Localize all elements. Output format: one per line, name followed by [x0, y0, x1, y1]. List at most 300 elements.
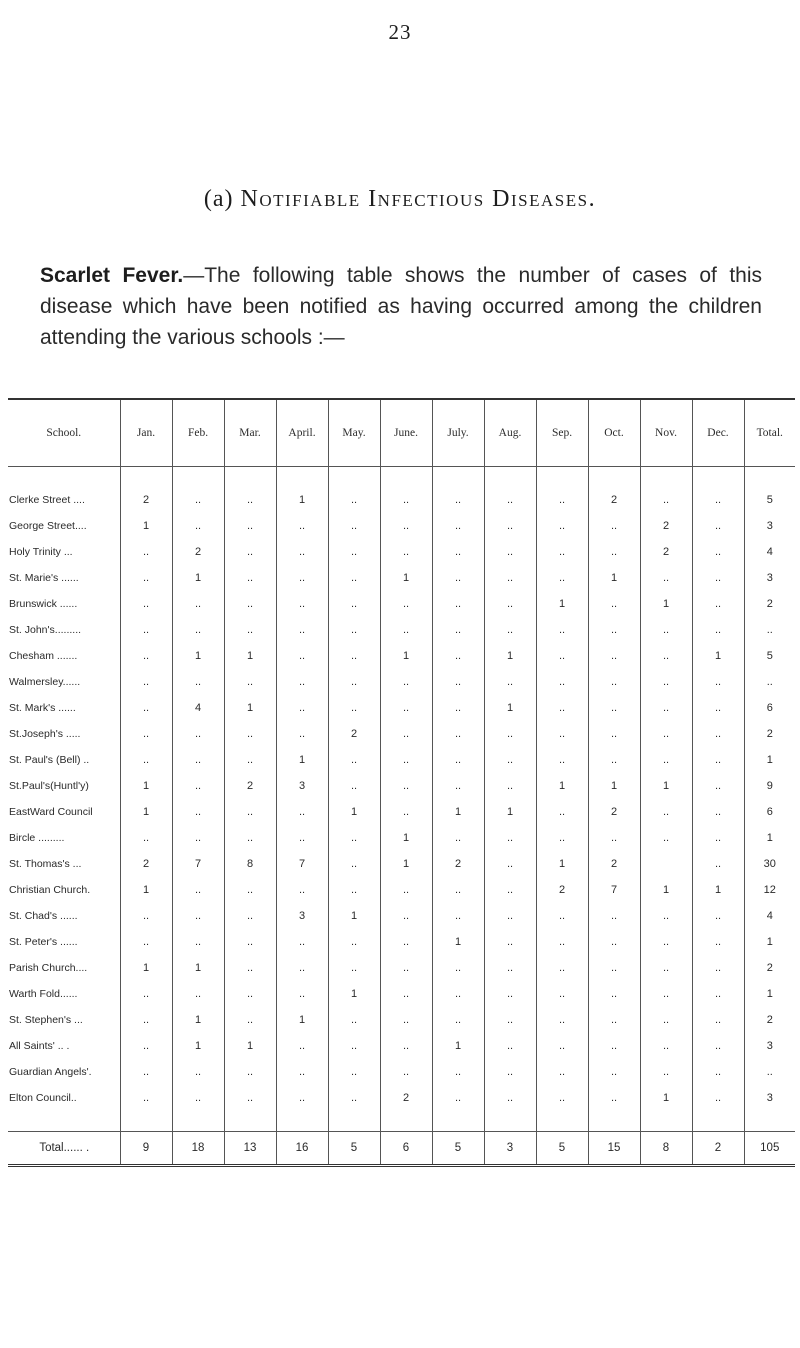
table-row [8, 825, 795, 851]
month-count-cell: .. [484, 903, 536, 929]
month-count-cell: .. [692, 851, 744, 877]
month-count-cell: .. [328, 773, 380, 799]
spacer-cell [640, 1111, 692, 1132]
row-total-cell: 105 [744, 1132, 795, 1166]
month-count-cell: .. [328, 695, 380, 721]
month-count-cell: .. [380, 695, 432, 721]
scarlet-fever-table [8, 398, 795, 1167]
month-count-cell: .. [484, 773, 536, 799]
month-count-cell: 1 [172, 955, 224, 981]
spacer-cell [692, 467, 744, 488]
month-count-cell: .. [432, 981, 484, 1007]
month-count-cell: 1 [380, 851, 432, 877]
month-count-cell: 2 [588, 851, 640, 877]
school-name-cell: Parish Church.... [8, 955, 120, 981]
row-total-cell: 1 [766, 754, 773, 766]
month-count-cell: .. [120, 1085, 172, 1111]
month-count-cell: .. [380, 877, 432, 903]
month-count-cell: .. [692, 747, 744, 773]
month-count-cell: .. [588, 617, 640, 643]
month-count-cell: .. [484, 825, 536, 851]
month-count-cell: 1 [120, 955, 172, 981]
row-total-cell: .. [766, 676, 773, 688]
month-count-cell: .. [536, 721, 588, 747]
school-name-cell: Elton Council.. [8, 1085, 120, 1111]
month-count-cell: 1 [692, 877, 744, 903]
table-row [8, 539, 795, 565]
column-header: May. [328, 399, 380, 467]
spacer-cell [432, 1111, 484, 1132]
month-count-cell: .. [692, 591, 744, 617]
row-total-cell: 5 [766, 650, 773, 662]
month-count-cell: .. [172, 513, 224, 539]
month-count-cell: .. [484, 1033, 536, 1059]
month-count-cell: .. [224, 539, 276, 565]
spacer-cell [536, 1111, 588, 1132]
intro-lead: Scarlet Fever. [40, 264, 184, 287]
month-count-cell: .. [224, 669, 276, 695]
month-count-cell: .. [536, 695, 588, 721]
month-count-cell: .. [276, 981, 328, 1007]
month-count-cell: .. [328, 1033, 380, 1059]
month-count-cell: 18 [172, 1132, 224, 1166]
table-row [8, 1059, 795, 1085]
month-count-cell: .. [588, 669, 640, 695]
month-count-cell: 1 [640, 1085, 692, 1111]
school-name-cell: All Saints' .. . [8, 1033, 120, 1059]
month-count-cell: .. [276, 825, 328, 851]
month-count-cell: .. [276, 721, 328, 747]
month-count-cell: .. [536, 513, 588, 539]
school-name-cell: EastWard Council [8, 799, 120, 825]
month-count-cell: .. [692, 1033, 744, 1059]
month-count-cell: .. [588, 1033, 640, 1059]
month-count-cell: .. [588, 1059, 640, 1085]
month-count-cell: .. [120, 903, 172, 929]
month-count-cell: .. [536, 1007, 588, 1033]
month-count-cell: .. [276, 695, 328, 721]
month-count-cell: .. [588, 903, 640, 929]
month-count-cell: .. [120, 565, 172, 591]
month-count-cell: .. [276, 877, 328, 903]
month-count-cell: 1 [692, 643, 744, 669]
month-count-cell: .. [692, 721, 744, 747]
month-count-cell: .. [432, 695, 484, 721]
month-count-cell: 1 [120, 877, 172, 903]
month-count-cell: .. [328, 591, 380, 617]
spacer-cell [120, 467, 172, 488]
month-count-cell: 1 [276, 747, 328, 773]
school-name-cell: Warth Fold...... [8, 981, 120, 1007]
month-count-cell: 1 [640, 877, 692, 903]
month-count-cell: .. [224, 981, 276, 1007]
month-count-cell: .. [380, 669, 432, 695]
month-count-cell: 1 [120, 513, 172, 539]
month-count-cell: .. [588, 1085, 640, 1111]
table-row [8, 981, 795, 1007]
month-count-cell: .. [536, 1085, 588, 1111]
school-name-cell: St. Peter's ...... [8, 929, 120, 955]
school-name-cell: St. Thomas's ... [8, 851, 120, 877]
month-count-cell: .. [484, 877, 536, 903]
scarlet-fever-table-container [8, 398, 795, 1167]
month-count-cell: .. [484, 617, 536, 643]
month-count-cell: .. [536, 747, 588, 773]
spacer-cell [692, 1111, 744, 1132]
month-count-cell: 1 [484, 695, 536, 721]
month-count-cell: 1 [328, 903, 380, 929]
month-count-cell: .. [224, 721, 276, 747]
school-name-cell: George Street.... [8, 513, 120, 539]
month-count-cell: .. [120, 669, 172, 695]
month-count-cell: 2 [640, 539, 692, 565]
month-count-cell: .. [432, 513, 484, 539]
month-count-cell: .. [640, 643, 692, 669]
month-count-cell: 3 [484, 1132, 536, 1166]
month-count-cell: .. [380, 1059, 432, 1085]
month-count-cell: .. [484, 721, 536, 747]
month-count-cell: 2 [432, 851, 484, 877]
month-count-cell: .. [588, 747, 640, 773]
school-name-cell: Christian Church. [8, 877, 120, 903]
month-count-cell: .. [328, 955, 380, 981]
spacer-cell [172, 467, 224, 488]
month-count-cell: .. [588, 513, 640, 539]
spacer-cell [8, 467, 120, 488]
month-count-cell: 2 [120, 487, 172, 513]
month-count-cell: 7 [276, 851, 328, 877]
month-count-cell: 2 [640, 513, 692, 539]
month-count-cell: .. [640, 955, 692, 981]
month-count-cell: .. [432, 773, 484, 799]
month-count-cell: 3 [276, 903, 328, 929]
spacer-cell [328, 467, 380, 488]
month-count-cell: .. [432, 591, 484, 617]
row-total-cell: 4 [766, 546, 773, 558]
month-count-cell: .. [588, 955, 640, 981]
month-count-cell: 2 [328, 721, 380, 747]
month-count-cell: .. [224, 799, 276, 825]
month-count-cell: .. [640, 747, 692, 773]
month-count-cell: .. [692, 539, 744, 565]
month-count-cell: .. [640, 487, 692, 513]
month-count-cell: .. [276, 955, 328, 981]
month-count-cell [640, 851, 692, 877]
row-total-cell: 1 [766, 988, 773, 1000]
month-count-cell: .. [432, 825, 484, 851]
month-count-cell: 6 [380, 1132, 432, 1166]
month-count-cell: .. [484, 1059, 536, 1085]
table-row [8, 773, 795, 799]
month-count-cell: .. [276, 1059, 328, 1085]
month-count-cell: .. [276, 929, 328, 955]
month-count-cell: .. [172, 877, 224, 903]
month-count-cell: .. [120, 617, 172, 643]
school-name-cell: St. Mark's ...... [8, 695, 120, 721]
month-count-cell: 7 [588, 877, 640, 903]
spacer-cell [744, 1111, 795, 1132]
month-count-cell: .. [692, 695, 744, 721]
month-count-cell: .. [172, 981, 224, 1007]
month-count-cell: .. [640, 565, 692, 591]
row-total-cell: 12 [763, 884, 776, 896]
month-count-cell: .. [640, 929, 692, 955]
section-heading [0, 186, 800, 213]
month-count-cell: .. [120, 1059, 172, 1085]
month-count-cell: .. [172, 903, 224, 929]
column-header-school: School. [8, 399, 120, 467]
month-count-cell: .. [328, 929, 380, 955]
table-row [8, 929, 795, 955]
month-count-cell: .. [692, 981, 744, 1007]
school-name-cell: Chesham ....... [8, 643, 120, 669]
month-count-cell: 2 [692, 1132, 744, 1166]
month-count-cell: .. [536, 487, 588, 513]
month-count-cell: .. [692, 825, 744, 851]
row-total-cell: 30 [763, 858, 776, 870]
month-count-cell: .. [432, 539, 484, 565]
table-spacer-row [8, 1111, 795, 1132]
column-header: July. [432, 399, 484, 467]
month-count-cell: .. [120, 539, 172, 565]
month-count-cell: .. [380, 955, 432, 981]
month-count-cell: .. [536, 981, 588, 1007]
month-count-cell: .. [120, 1033, 172, 1059]
table-row [8, 487, 795, 513]
month-count-cell: .. [172, 1085, 224, 1111]
month-count-cell: .. [432, 643, 484, 669]
month-count-cell: .. [484, 669, 536, 695]
month-count-cell: .. [432, 487, 484, 513]
month-count-cell: .. [692, 1059, 744, 1085]
month-count-cell: .. [224, 487, 276, 513]
month-count-cell: .. [224, 955, 276, 981]
column-header: Total. [744, 399, 795, 467]
month-count-cell: 2 [536, 877, 588, 903]
row-total-cell: 3 [766, 1092, 773, 1104]
month-count-cell: .. [172, 487, 224, 513]
table-row [8, 1007, 795, 1033]
month-count-cell: .. [276, 591, 328, 617]
month-count-cell: 1 [380, 825, 432, 851]
month-count-cell: .. [432, 955, 484, 981]
month-count-cell: .. [484, 539, 536, 565]
month-count-cell: 3 [276, 773, 328, 799]
month-count-cell: 1 [276, 487, 328, 513]
month-count-cell: .. [380, 747, 432, 773]
month-count-cell: 1 [640, 591, 692, 617]
month-count-cell: .. [380, 981, 432, 1007]
month-count-cell: .. [172, 773, 224, 799]
spacer-cell [276, 467, 328, 488]
table-row [8, 955, 795, 981]
month-count-cell: .. [380, 513, 432, 539]
month-count-cell: 1 [588, 565, 640, 591]
month-count-cell: 1 [588, 773, 640, 799]
month-count-cell: .. [640, 617, 692, 643]
month-count-cell: .. [120, 981, 172, 1007]
spacer-cell [172, 1111, 224, 1132]
month-count-cell: 1 [172, 1007, 224, 1033]
month-count-cell: .. [172, 825, 224, 851]
table-row [8, 877, 795, 903]
month-count-cell: .. [224, 1059, 276, 1085]
month-count-cell: 1 [328, 981, 380, 1007]
month-count-cell: .. [328, 513, 380, 539]
month-count-cell: .. [536, 565, 588, 591]
month-count-cell: .. [380, 929, 432, 955]
school-name-cell: St. Stephen's ... [8, 1007, 120, 1033]
month-count-cell: .. [484, 929, 536, 955]
month-count-cell: 5 [536, 1132, 588, 1166]
month-count-cell: .. [224, 929, 276, 955]
table-row [8, 565, 795, 591]
table-row [8, 617, 795, 643]
table-row [8, 643, 795, 669]
month-count-cell: 5 [328, 1132, 380, 1166]
column-header: Aug. [484, 399, 536, 467]
row-total-cell: 6 [766, 806, 773, 818]
month-count-cell: 1 [276, 1007, 328, 1033]
school-name-cell: St. Paul's (Bell) .. [8, 747, 120, 773]
spacer-cell [588, 1111, 640, 1132]
month-count-cell: .. [692, 513, 744, 539]
month-count-cell: 9 [120, 1132, 172, 1166]
month-count-cell: .. [536, 617, 588, 643]
month-count-cell: .. [692, 617, 744, 643]
school-name-cell: Walmersley...... [8, 669, 120, 695]
column-header: Feb. [172, 399, 224, 467]
month-count-cell: .. [640, 799, 692, 825]
month-count-cell: .. [172, 591, 224, 617]
spacer-cell [744, 467, 795, 488]
month-count-cell: .. [536, 903, 588, 929]
month-count-cell: .. [692, 1085, 744, 1111]
school-name-cell: St.Paul's(Huntl'y) [8, 773, 120, 799]
month-count-cell: .. [120, 747, 172, 773]
month-count-cell: .. [172, 1059, 224, 1085]
month-count-cell: .. [328, 565, 380, 591]
school-name-cell: St. John's......... [8, 617, 120, 643]
month-count-cell: .. [224, 565, 276, 591]
month-count-cell: .. [692, 773, 744, 799]
month-count-cell: .. [224, 877, 276, 903]
column-header: Sep. [536, 399, 588, 467]
month-count-cell: .. [484, 1007, 536, 1033]
month-count-cell: .. [328, 1085, 380, 1111]
month-count-cell: 15 [588, 1132, 640, 1166]
month-count-cell: .. [432, 1059, 484, 1085]
month-count-cell: .. [224, 903, 276, 929]
month-count-cell: 8 [640, 1132, 692, 1166]
row-total-cell: 3 [766, 572, 773, 584]
month-count-cell: .. [380, 1007, 432, 1033]
month-count-cell: .. [432, 877, 484, 903]
month-count-cell: .. [484, 487, 536, 513]
month-count-cell: .. [224, 747, 276, 773]
month-count-cell: .. [276, 1033, 328, 1059]
spacer-cell [224, 1111, 276, 1132]
spacer-cell [224, 467, 276, 488]
month-count-cell: 1 [172, 643, 224, 669]
month-count-cell: .. [432, 903, 484, 929]
table-header-row [8, 399, 795, 467]
spacer-cell [328, 1111, 380, 1132]
month-count-cell: 2 [380, 1085, 432, 1111]
month-count-cell: .. [328, 539, 380, 565]
month-count-cell: .. [640, 903, 692, 929]
school-name-cell: St.Joseph's ..... [8, 721, 120, 747]
column-header: Mar. [224, 399, 276, 467]
month-count-cell: .. [432, 617, 484, 643]
month-count-cell: .. [328, 1059, 380, 1085]
month-count-cell: .. [120, 721, 172, 747]
month-count-cell: .. [328, 643, 380, 669]
spacer-cell [484, 467, 536, 488]
month-count-cell: .. [276, 643, 328, 669]
month-count-cell: .. [276, 617, 328, 643]
month-count-cell: .. [120, 591, 172, 617]
month-count-cell: .. [588, 695, 640, 721]
column-header: Dec. [692, 399, 744, 467]
month-count-cell: .. [120, 695, 172, 721]
month-count-cell: 5 [432, 1132, 484, 1166]
spacer-cell [536, 467, 588, 488]
month-count-cell: .. [120, 825, 172, 851]
month-count-cell: .. [484, 851, 536, 877]
month-count-cell: .. [224, 513, 276, 539]
month-count-cell: .. [276, 565, 328, 591]
table-row [8, 799, 795, 825]
month-count-cell: .. [692, 799, 744, 825]
table-body [8, 467, 795, 1166]
intro-text: —The following table shows the number of cases of this disease which have been notified as having occurred among the children attending the various schools :— [40, 264, 763, 349]
row-total-cell: 2 [766, 1014, 773, 1026]
spacer-cell [8, 1111, 120, 1132]
spacer-cell [380, 1111, 432, 1132]
month-count-cell: 4 [172, 695, 224, 721]
month-count-cell: .. [172, 721, 224, 747]
month-count-cell: .. [536, 1033, 588, 1059]
month-count-cell: .. [640, 825, 692, 851]
spacer-cell [432, 467, 484, 488]
month-count-cell: .. [588, 539, 640, 565]
table-row [8, 695, 795, 721]
month-count-cell: .. [328, 617, 380, 643]
month-count-cell: 1 [172, 565, 224, 591]
page-number: 23 [388, 20, 412, 44]
month-count-cell: .. [536, 669, 588, 695]
month-count-cell: .. [120, 643, 172, 669]
school-name-cell: Bircle ......... [8, 825, 120, 851]
month-count-cell: .. [692, 565, 744, 591]
month-count-cell: 1 [120, 799, 172, 825]
month-count-cell: 2 [588, 799, 640, 825]
month-count-cell: .. [484, 513, 536, 539]
month-count-cell: .. [692, 487, 744, 513]
month-count-cell: .. [172, 617, 224, 643]
month-count-cell: .. [276, 1085, 328, 1111]
month-count-cell: 1 [120, 773, 172, 799]
month-count-cell: 1 [432, 799, 484, 825]
month-count-cell: .. [276, 669, 328, 695]
spacer-cell [276, 1111, 328, 1132]
month-count-cell: .. [640, 1059, 692, 1085]
month-count-cell: .. [432, 565, 484, 591]
month-count-cell: .. [172, 747, 224, 773]
month-count-cell: .. [588, 981, 640, 1007]
month-count-cell: .. [172, 669, 224, 695]
